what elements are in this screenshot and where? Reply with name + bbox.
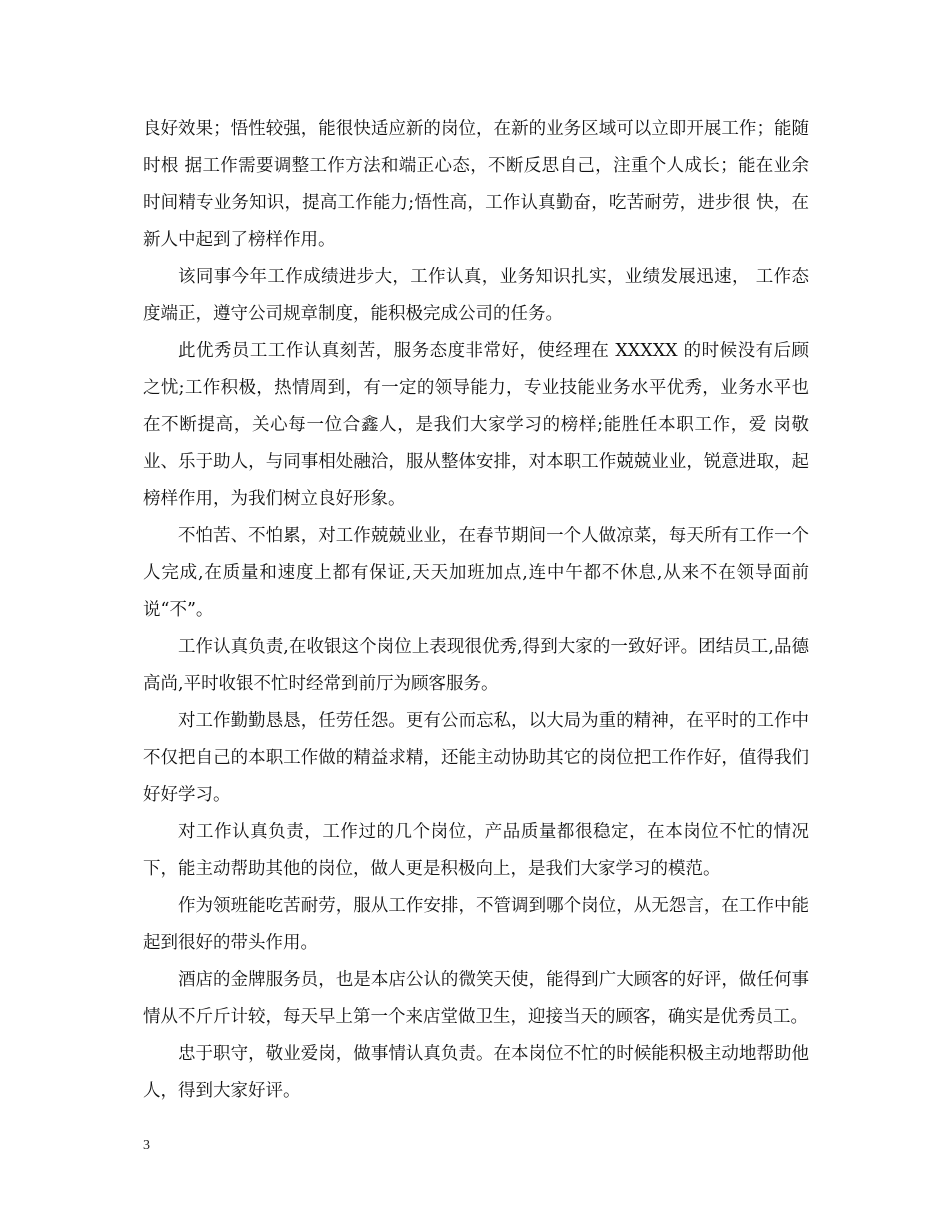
document-body (143, 111, 809, 1110)
paragraph-continued: 良好效果；悟性较强，能很快适应新的岗位，在新的业务区域可以立即开展工作；能随时根 据工作需要调整工作方法和端正心态，不断反思自己，注重个人成长；能在业余 时间精专业务知识，提高工作能力;悟性高，工作认真勤奋，吃苦耐劳，进步很 快，在新人中起到了榜样作用。 (143, 119, 809, 250)
paragraph: 忠于职守，敬业爱岗，做事情认真负责。在本岗位不忙的时候能积极主动地帮助他人，得到大家好评。 (143, 1044, 809, 1101)
paragraph: 该同事今年工作成绩进步大，工作认真，业务知识扎实，业绩发展迅速， 工作态度端正，遵守公司规章制度，能积极完成公司的任务。 (143, 267, 809, 324)
paragraph: 作为领班能吃苦耐劳，服从工作安排，不管调到哪个岗位，从无怨言，在工作中能起到很好的带头作用。 (143, 896, 809, 953)
paragraph: 对工作认真负责，工作过的几个岗位，产品质量都很稳定，在本岗位不忙的情况下，能主动帮助其他的岗位，做人更是积极向上，是我们大家学习的模范。 (143, 822, 809, 879)
paragraph: 此优秀员工工作认真刻苦，服务态度非常好，使经理在 XXXXX 的时候没有后顾之忧;工作积极，热情周到，有一定的领导能力，专业技能业务水平优秀，业务水平也 在不断提高，关心每一位合鑫人，是我们大家学习的榜样;能胜任本职工作，爱 岗敬业、乐于助人，与同事相处融洽，服从整体安排，对本职工作兢兢业业，锐意进取，起榜样作用，为我们树立良好形象。 (143, 341, 809, 509)
page-number: 3 (143, 1138, 150, 1153)
paragraph: 工作认真负责,在收银这个岗位上表现很优秀,得到大家的一致好评。团结员工,品德高尚,平时收银不忙时经常到前厅为顾客服务。 (143, 637, 809, 694)
paragraph: 酒店的金牌服务员，也是本店公认的微笑天使，能得到广大顾客的好评，做任何事情从不斤斤计较，每天早上第一个来店堂做卫生，迎接当天的顾客，确实是优秀员工。 (143, 970, 809, 1027)
paragraph: 不怕苦、不怕累，对工作兢兢业业，在春节期间一个人做凉菜，每天所有工作一个人完成,在质量和速度上都有保证,天天加班加点,连中午都不休息,从来不在领导面前说“不”。 (143, 526, 809, 620)
paragraph: 对工作勤勤恳恳，任劳任怨。更有公而忘私，以大局为重的精神，在平时的工作中不仅把自己的本职工作做的精益求精，还能主动协助其它的岗位把工作作好，值得我们好好学习。 (143, 711, 809, 805)
